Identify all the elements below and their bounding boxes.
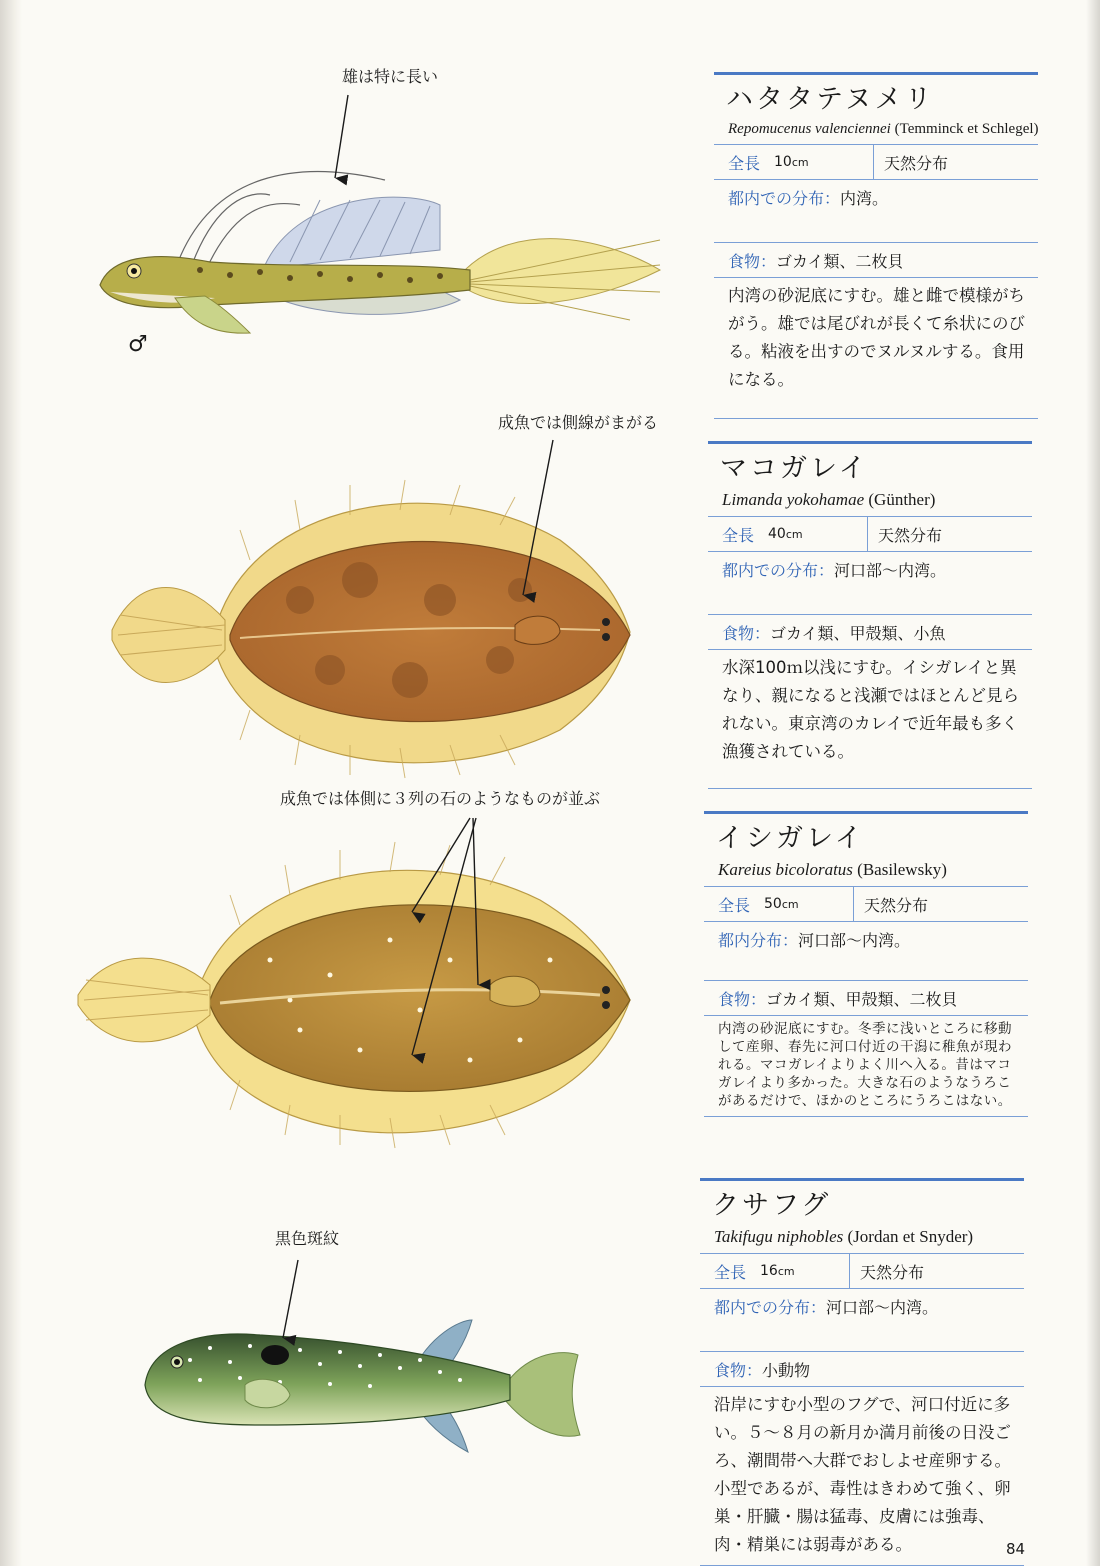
distribution-row bbox=[714, 179, 1038, 214]
entry-bottom-rule bbox=[714, 418, 1038, 419]
length-value: 40 bbox=[768, 526, 786, 542]
callout-lateral-line: 成魚では側線がまがる bbox=[498, 413, 659, 432]
distribution-label: 都内での分布： bbox=[722, 560, 835, 580]
entry-top-rule bbox=[708, 441, 1032, 444]
entry-top-rule bbox=[704, 811, 1028, 814]
entry-top-rule bbox=[714, 72, 1038, 75]
callout-stones: 成魚では体側に３列の石のようなものが並ぶ bbox=[280, 789, 601, 808]
food-label: 食物： bbox=[728, 251, 777, 271]
food-value: 小動物 bbox=[762, 1360, 811, 1380]
entry-bottom-rule bbox=[704, 1116, 1028, 1117]
scientific-name: Kareius bicoloratus (Basilewsky) bbox=[718, 860, 947, 879]
species-entry bbox=[714, 72, 1038, 419]
distribution-value: 内湾。 bbox=[840, 188, 889, 208]
entry-top-rule bbox=[700, 1178, 1024, 1181]
length-row: 全長 10cm 天然分布 bbox=[714, 144, 1038, 179]
stone-flounder-icon bbox=[78, 818, 630, 1148]
species-entry bbox=[704, 811, 1028, 1117]
food-value: ゴカイ類、甲殻類、小魚 bbox=[770, 623, 946, 643]
distribution-row bbox=[704, 921, 1028, 956]
species-description: 水深100ｍ以浅にすむ。イシガレイと異なり、親になると浅瀬ではほとんど見られない。東京湾のカレイで近年最も多く漁獲されている。 bbox=[708, 649, 1032, 772]
page-edge-shadow bbox=[1086, 0, 1100, 1566]
length-label: 全長 bbox=[728, 153, 761, 173]
distribution-label: 都内での分布： bbox=[714, 1297, 827, 1317]
length-row: 全長 16cm 天然分布 bbox=[700, 1253, 1024, 1288]
food-row bbox=[708, 614, 1032, 649]
callout-black-spot: 黒色斑紋 bbox=[275, 1229, 340, 1248]
length-label: 全長 bbox=[722, 525, 755, 545]
length-row: 全長 50cm 天然分布 bbox=[704, 886, 1028, 921]
food-label: 食物： bbox=[718, 989, 767, 1009]
species-entry bbox=[700, 1178, 1024, 1566]
distribution-label: 都内での分布： bbox=[728, 188, 841, 208]
species-name: クサフグ bbox=[712, 1190, 832, 1221]
grass-puffer-icon bbox=[145, 1260, 580, 1452]
distribution-value: 河口部～内湾。 bbox=[834, 560, 947, 580]
distribution-row bbox=[700, 1288, 1024, 1323]
distribution-value: 河口部～内湾。 bbox=[798, 930, 911, 950]
length-row: 全長 40cm 天然分布 bbox=[708, 516, 1032, 551]
food-value: ゴカイ類、二枚貝 bbox=[776, 251, 904, 271]
length-value: 50 bbox=[764, 896, 782, 912]
food-row bbox=[714, 242, 1038, 277]
species-name: ハタタテヌメリ bbox=[726, 84, 935, 115]
length-label: 全長 bbox=[718, 895, 751, 915]
native-distribution: 天然分布 bbox=[878, 525, 943, 545]
marbled-flounder-icon bbox=[112, 440, 630, 778]
food-label: 食物： bbox=[714, 1360, 763, 1380]
food-value: ゴカイ類、甲殻類、二枚貝 bbox=[766, 989, 958, 1009]
scientific-name: Repomucenus valenciennei (Temminck et Schlegel) bbox=[728, 121, 1039, 137]
length-value: 16 bbox=[760, 1263, 778, 1279]
native-distribution: 天然分布 bbox=[860, 1262, 925, 1282]
entry-bottom-rule bbox=[708, 788, 1032, 789]
length-value: 10 bbox=[774, 154, 792, 170]
species-name: イシガレイ bbox=[716, 823, 865, 854]
scientific-name: Takifugu niphobles (Jordan et Snyder) bbox=[714, 1227, 974, 1246]
scientific-name: Limanda yokohamae (Günther) bbox=[722, 490, 936, 509]
dragonet-fish-icon bbox=[100, 95, 660, 333]
distribution-row bbox=[708, 551, 1032, 586]
male-symbol-icon: ♂ bbox=[128, 332, 148, 357]
species-entry bbox=[708, 441, 1032, 789]
species-description: 沿岸にすむ小型のフグで、河口付近に多い。５～８月の新月か満月前後の日没ごろ、潮間帯へ大群でおしよせ産卵する。小型であるが、毒性はきわめて強く、卵巣・肝臓・腸は猛毒、皮膚には強毒、肉・精巣には弱毒がある。 bbox=[700, 1386, 1024, 1565]
length-label: 全長 bbox=[714, 1262, 747, 1282]
callout-male-fin: 雄は特に長い bbox=[342, 67, 439, 86]
distribution-label: 都内分布： bbox=[718, 930, 799, 950]
species-description: 内湾の砂泥底にすむ。冬季に浅いところに移動して産卵、春先に河口付近の干潟に稚魚が現われる。マコガレイよりよく川へ入る。昔はマコガレイより多かった。大きな石のようなうろこがあるだけで、ほかのところにうろこはない。 bbox=[704, 1015, 1028, 1116]
species-name: マコガレイ bbox=[720, 453, 869, 484]
food-row bbox=[704, 980, 1028, 1015]
species-description: 内湾の砂泥底にすむ。雄と雌で模様がちがう。雄では尾びれが長くて糸状にのびる。粘液を出すのでヌルヌルする。食用になる。 bbox=[714, 277, 1038, 400]
distribution-value: 河口部～内湾。 bbox=[826, 1297, 939, 1317]
page-number: 84 bbox=[1006, 1540, 1026, 1558]
food-label: 食物： bbox=[722, 623, 771, 643]
food-row bbox=[700, 1351, 1024, 1386]
native-distribution: 天然分布 bbox=[884, 153, 949, 173]
native-distribution: 天然分布 bbox=[864, 895, 929, 915]
